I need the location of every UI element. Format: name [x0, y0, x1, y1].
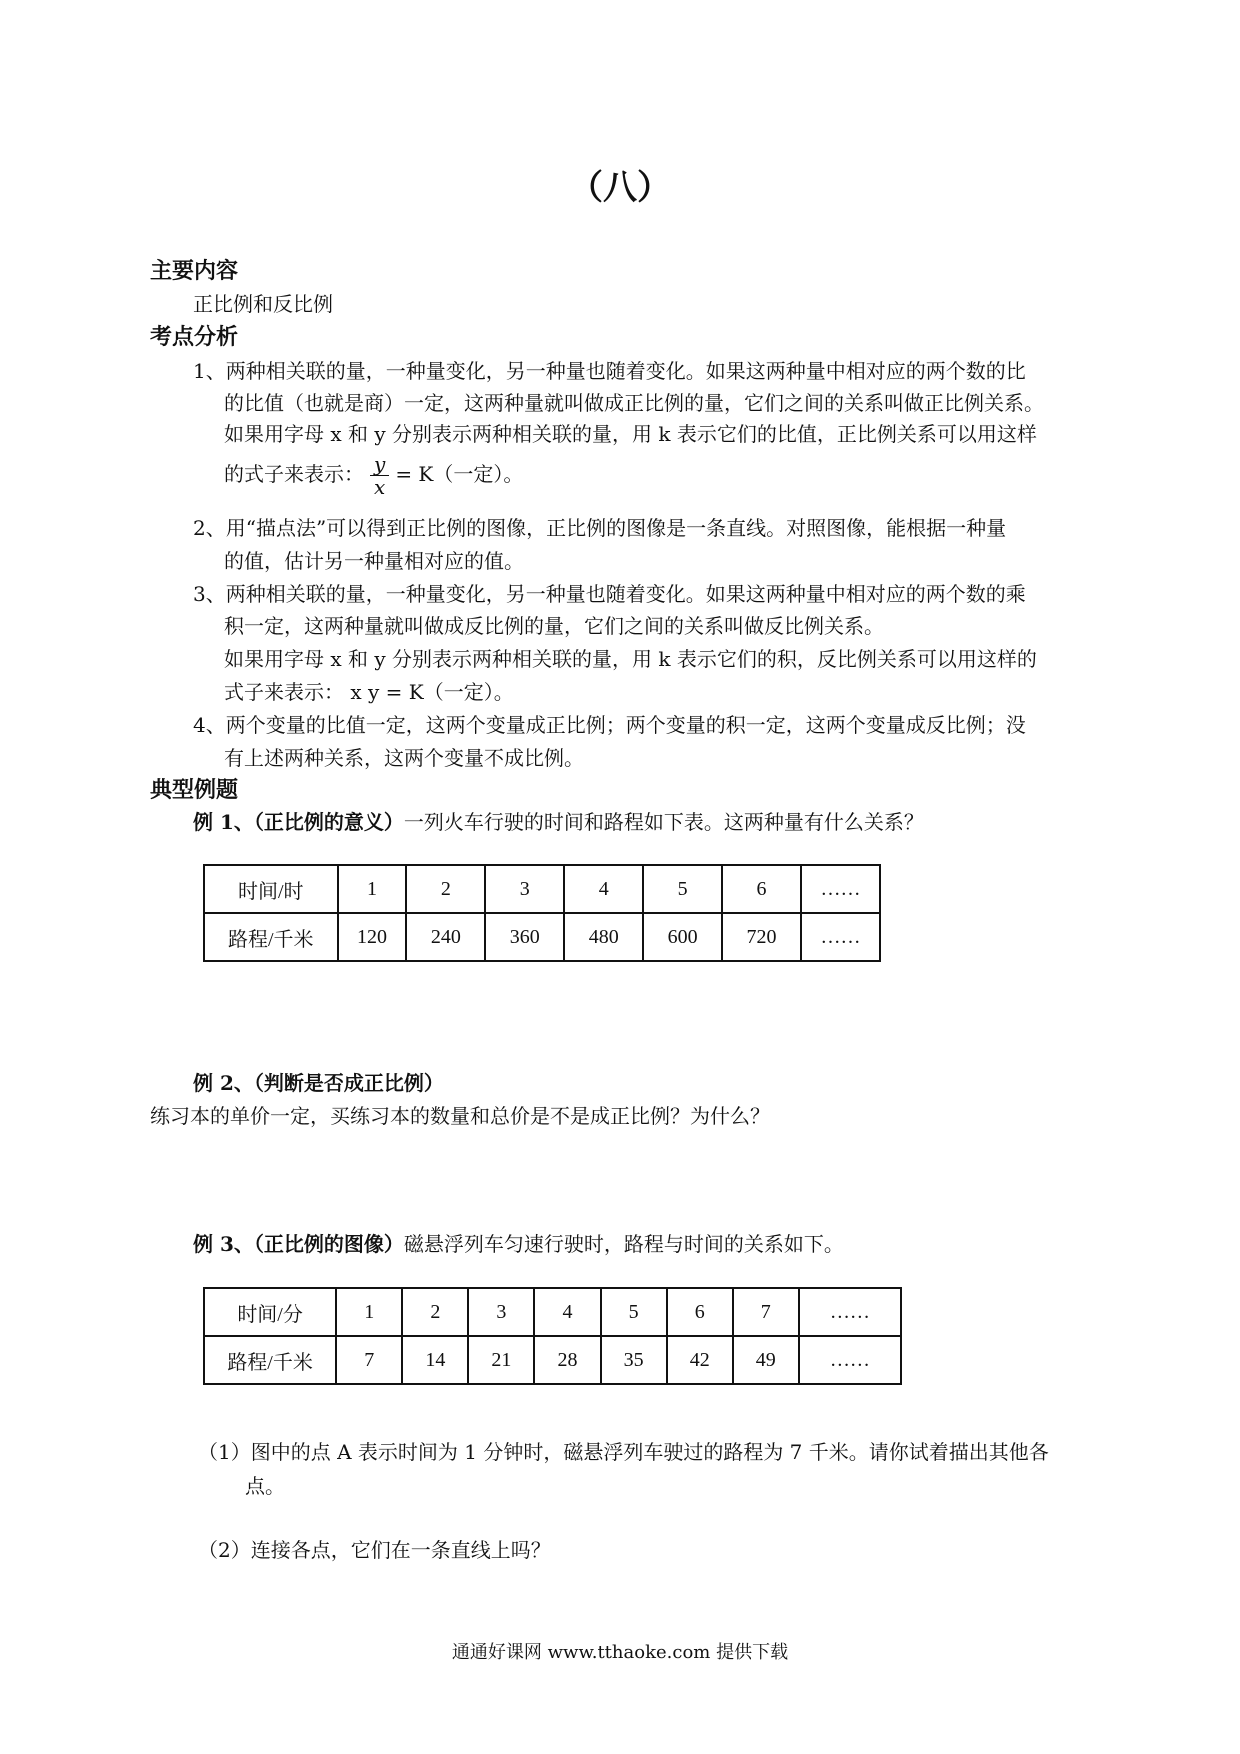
point-2-line-2: 的值，估计另一种量相对应的值。: [224, 549, 524, 573]
table-cell: 2: [402, 1288, 468, 1336]
example-2-text: 练习本的单价一定，买练习本的数量和总价是不是成正比例？为什么？: [150, 1104, 770, 1128]
example-3-table: [203, 1287, 902, 1385]
table-cell: 480: [564, 913, 643, 961]
table-cell: 4: [534, 1288, 600, 1336]
table-cell: 5: [643, 865, 722, 913]
examples-heading: 典型例题: [150, 778, 239, 803]
table-cell: 路程/千米: [204, 913, 338, 961]
formula-prefix: 的式子来表示：: [224, 462, 364, 486]
example-1-text: 一列火车行驶的时间和路程如下表。这两种量有什么关系？: [403, 810, 924, 834]
page-title: （八）: [569, 168, 671, 208]
example-3-question-1-line-2: 点。: [245, 1474, 285, 1498]
point-1-line-1: 1、两种相关联的量，一种量变化，另一种量也随着变化。如果这两种量中相对应的两个数的比: [193, 359, 1026, 383]
table-cell: 600: [643, 913, 722, 961]
table-row: [204, 1288, 901, 1336]
table-cell: 1: [338, 865, 407, 913]
formula-suffix: = K（一定）。: [395, 462, 524, 486]
table-cell: ……: [799, 1288, 901, 1336]
table-row: [204, 1336, 901, 1384]
point-4-line-1: 4、两个变量的比值一定，这两个变量成正比例；两个变量的积一定，这两个变量成反比例；没: [193, 713, 1026, 737]
example-3-question-2: （2）连接各点，它们在一条直线上吗？: [198, 1538, 551, 1562]
example-3-question-1-line-1: （1）图中的点 A 表示时间为 1 分钟时，磁悬浮列车驶过的路程为 7 千米。请你试着描出其他各: [198, 1440, 1049, 1464]
table-cell: 21: [468, 1336, 534, 1384]
page-footer: 通通好课网 www.tthaoke.com 提供下载: [451, 1642, 789, 1663]
example-3-label: 例 3、（正比例的图像）: [193, 1232, 404, 1256]
ratio-fraction: [370, 453, 389, 498]
table-cell: 6: [722, 865, 801, 913]
table-cell: 5: [601, 1288, 667, 1336]
table-cell: 2: [406, 865, 485, 913]
example-1-heading: [193, 806, 924, 835]
table-cell: ……: [799, 1336, 901, 1384]
table-cell: 35: [601, 1336, 667, 1384]
table-cell: 时间/时: [204, 865, 338, 913]
point-3-line-3: 如果用字母 x 和 y 分别表示两种相关联的量，用 k 表示它们的积，反比例关系可以用这样的: [224, 647, 1037, 671]
example-1-table: [203, 864, 881, 962]
table-cell: 时间/分: [204, 1288, 336, 1336]
example-2-label: 例 2、（判断是否成正比例）: [193, 1071, 444, 1095]
table-cell: 3: [468, 1288, 534, 1336]
table-row: [204, 865, 880, 913]
example-3-text: 磁悬浮列车匀速行驶时，路程与时间的关系如下。: [403, 1232, 844, 1256]
table-cell: 720: [722, 913, 801, 961]
table-cell: 路程/千米: [204, 1336, 336, 1384]
point-1-line-2: 的比值（也就是商）一定，这两种量就叫做成正比例的量，它们之间的关系叫做正比例关系。: [224, 391, 1044, 415]
analysis-heading: 考点分析: [150, 325, 239, 350]
main-content-text: 正比例和反比例: [193, 292, 333, 316]
table-cell: ……: [801, 865, 880, 913]
table-cell: 49: [733, 1336, 799, 1384]
point-2-line-1: 2、用“描点法”可以得到正比例的图像，正比例的图像是一条直线。对照图像，能根据一种量: [193, 516, 1007, 540]
table-cell: 3: [485, 865, 564, 913]
table-cell: 360: [485, 913, 564, 961]
example-1-label: 例 1、（正比例的意义）: [193, 810, 404, 834]
table-cell: ……: [801, 913, 880, 961]
point-4-line-2: 有上述两种关系，这两个变量不成比例。: [224, 746, 584, 770]
point-3-line-2: 积一定，这两种量就叫做成反比例的量，它们之间的关系叫做反比例关系。: [224, 614, 884, 638]
point-3-line-1: 3、两种相关联的量，一种量变化，另一种量也随着变化。如果这两种量中相对应的两个数的乘: [193, 582, 1026, 606]
point-1-formula: [224, 453, 523, 498]
table-cell: 7: [336, 1336, 402, 1384]
fraction-denominator: x: [374, 475, 386, 499]
table-cell: 42: [667, 1336, 733, 1384]
table-cell: 120: [338, 913, 407, 961]
table-cell: 1: [336, 1288, 402, 1336]
main-content-heading: 主要内容: [150, 259, 239, 284]
table-cell: 4: [564, 865, 643, 913]
table-cell: 14: [402, 1336, 468, 1384]
fraction-numerator: y: [370, 453, 389, 476]
table-row: [204, 913, 880, 961]
point-3-line-4: 式子来表示： x y = K（一定）。: [224, 680, 514, 704]
table-cell: 240: [406, 913, 485, 961]
table-cell: 6: [667, 1288, 733, 1336]
example-3-heading: [193, 1228, 844, 1257]
table-cell: 7: [733, 1288, 799, 1336]
table-cell: 28: [534, 1336, 600, 1384]
point-1-line-3: 如果用字母 x 和 y 分别表示两种相关联的量，用 k 表示它们的比值，正比例关系可以用这样: [224, 422, 1037, 446]
